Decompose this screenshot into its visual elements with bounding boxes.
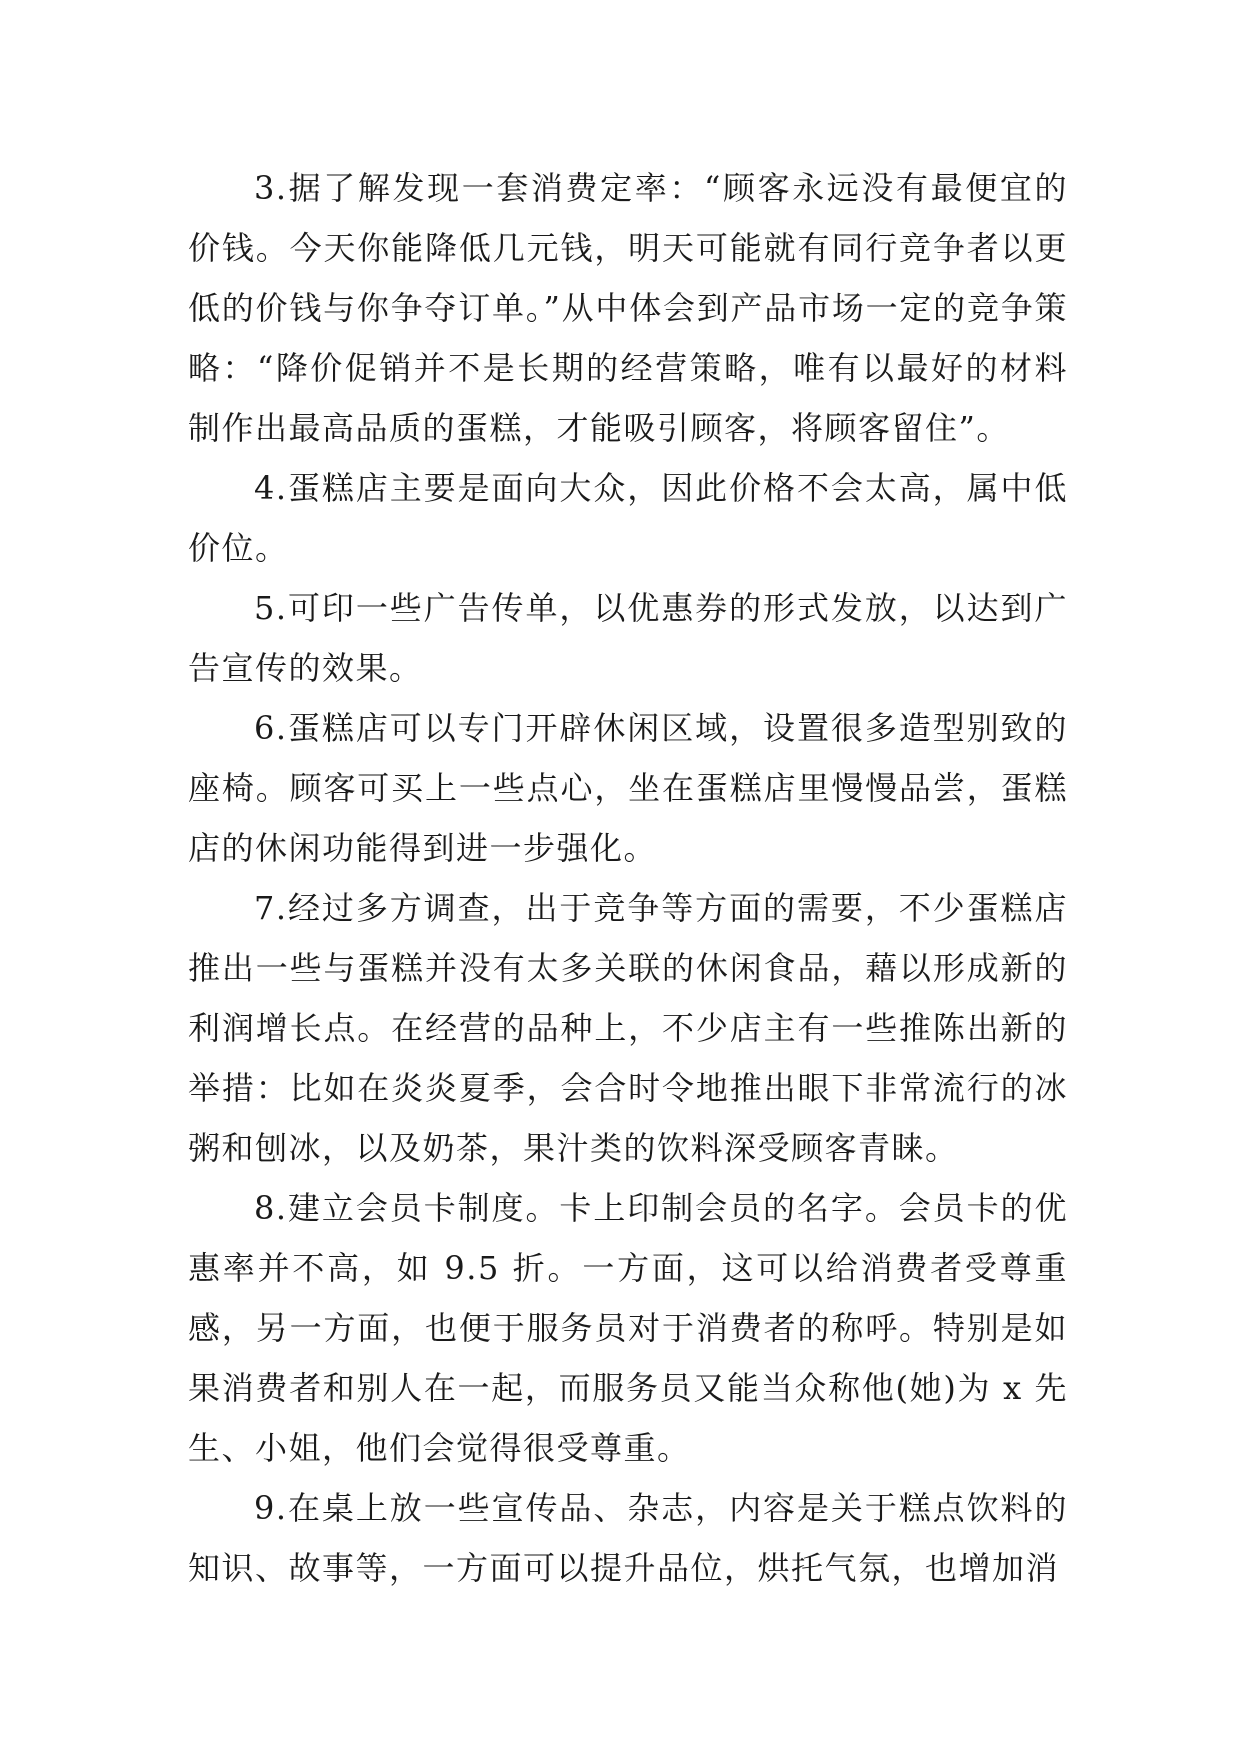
paragraph-5: 5.可印一些广告传单，以优惠券的形式发放，以达到广告宣传的效果。 <box>188 589 1068 687</box>
paragraph-6: 6.蛋糕店可以专门开辟休闲区域，设置很多造型别致的座椅。顾客可买上一些点心，坐在蛋糕店里慢慢品尝，蛋糕店的休闲功能得到进一步强化。 <box>188 709 1068 867</box>
body-text <box>188 158 1068 1598</box>
paragraph-4: 4.蛋糕店主要是面向大众，因此价格不会太高，属中低价位。 <box>188 469 1068 567</box>
paragraph-8: 8.建立会员卡制度。卡上印制会员的名字。会员卡的优惠率并不高，如 9.5 折。一方面，这可以给消费者受尊重感，另一方面，也便于服务员对于消费者的称呼。特别是如果消费者和别人在一起，而服务员又能当众称他(她)为 x 先生、小姐，他们会觉得很受尊重。 <box>188 1189 1068 1467</box>
paragraph-7: 7.经过多方调查，出于竞争等方面的需要，不少蛋糕店推出一些与蛋糕并没有太多关联的休闲食品，藉以形成新的利润增长点。在经营的品种上，不少店主有一些推陈出新的举措：比如在炎炎夏季，会合时令地推出眼下非常流行的冰粥和刨冰，以及奶茶，果汁类的饮料深受顾客青睐。 <box>188 889 1068 1167</box>
paragraph-3: 3.据了解发现一套消费定率：“顾客永远没有最便宜的价钱。今天你能降低几元钱，明天可能就有同行竞争者以更低的价钱与你争夺订单。”从中体会到产品市场一定的竞争策略：“降价促销并不是长期的经营策略，唯有以最好的材料制作出最高品质的蛋糕，才能吸引顾客，将顾客留住”。 <box>188 169 1068 447</box>
paragraph-9: 9.在桌上放一些宣传品、杂志，内容是关于糕点饮料的知识、故事等，一方面可以提升品位，烘托气氛，也增加消 <box>188 1489 1068 1587</box>
